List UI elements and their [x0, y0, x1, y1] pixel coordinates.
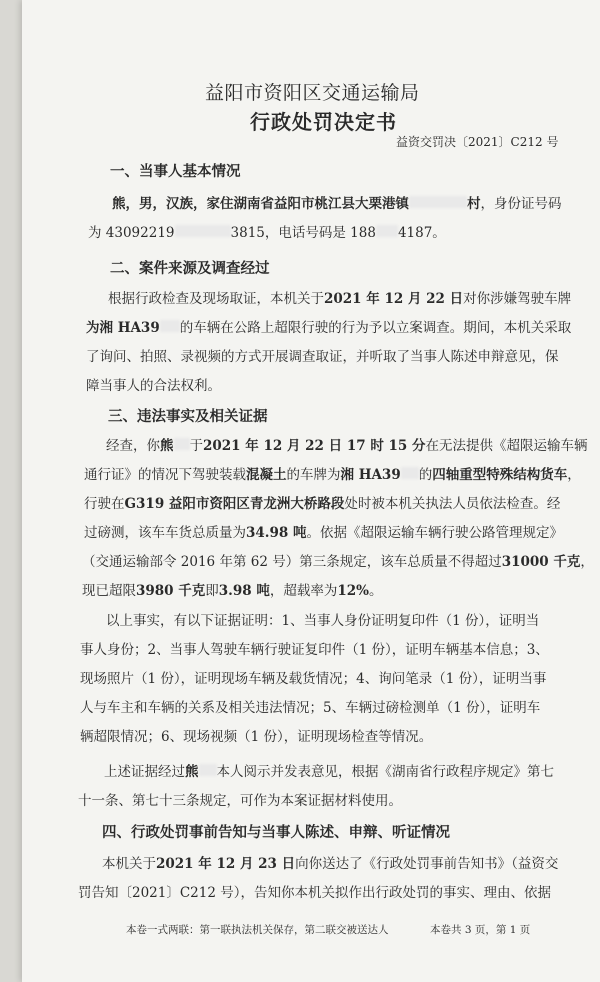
- redaction: [401, 467, 419, 479]
- text: 根据行政检查及现场取证，本机关于: [108, 291, 324, 307]
- agency-name: 益阳市资阳区交通运输局: [205, 82, 420, 104]
- case-date: 2021 年 12 月 22 日: [324, 291, 464, 307]
- evidence-line-3: 现场照片（1 份），证明现场车辆及载货情况；4、询问笔录（1 份），证明当事: [80, 671, 547, 687]
- redaction: [174, 438, 190, 450]
- section-2-line-2: [86, 316, 571, 336]
- text: ，: [580, 554, 594, 570]
- id-suffix-phone-label: 3815，电话号码是 188: [230, 225, 376, 241]
- text: 通行证》的情况下驾驶装载: [84, 467, 246, 483]
- evidence-line-1: 以上事实，有以下证据证明：1、当事人身份证明复印件（1 份），证明当: [106, 613, 540, 629]
- section-2-title: 二、案件来源及调查经过: [110, 260, 270, 277]
- party-surname: 熊: [112, 196, 126, 212]
- redaction: [199, 764, 217, 776]
- text: 本机关于: [102, 856, 156, 872]
- vehicle-type: 四轴重型特殊结构货车: [432, 467, 568, 483]
- text: 现已超限: [82, 583, 136, 599]
- document-number: 益资交罚决〔2021〕C212 号: [396, 135, 559, 149]
- section-1-title: 一、当事人基本情况: [110, 163, 241, 180]
- section-3-line-2: [84, 463, 581, 483]
- id-label: ，身份证号码: [480, 196, 562, 212]
- gross-weight: 34.98 吨: [246, 525, 307, 541]
- section-2-line-1: [108, 287, 571, 307]
- party-address: 湖南省益阳市桃江县大栗港镇: [233, 196, 409, 212]
- document-title: 行政处罚决定书: [250, 110, 397, 134]
- section-4-title: 四、行政处罚事前告知与当事人陈述、申辩、听证情况: [102, 824, 450, 841]
- evidence-line-4: 人与车主和车辆的关系及相关违法情况；5、车辆过磅检测单（1 份），证明车: [80, 700, 541, 716]
- text: ，: [567, 467, 581, 483]
- text: 于: [189, 438, 203, 454]
- overweight-kg: 3980 千克: [136, 583, 206, 599]
- text: 本人阅示并发表意见，根据《湖南省行政程序规定》第七: [216, 764, 554, 780]
- evidence-line-5: 辆超限情况；6、现场视频（1 份），证明现场检查等情况。: [80, 729, 433, 745]
- text: 过磅测，该车车货总质量为: [84, 525, 246, 541]
- section-3-line-5: [82, 550, 594, 570]
- party-gender-ethnicity: ，男，汉族，家住: [125, 196, 234, 212]
- text: 。: [369, 583, 383, 599]
- text: ，超载率为: [269, 583, 338, 599]
- evidence-confirm-line-2: 十一条、第七十三条规定，可作为本案证据材料使用。: [78, 793, 402, 809]
- text: 经查，你: [106, 438, 160, 454]
- text: 向你送达了《行政处罚事前告知书》（益资交: [295, 856, 559, 872]
- section-3-line-4: [84, 521, 563, 541]
- redaction: [175, 225, 231, 237]
- phone-suffix: 4187。: [397, 225, 446, 241]
- evidence-confirm-line-1: [104, 760, 554, 780]
- evidence-line-2: 事人身份；2、当事人驾驶车辆行驶证复印件（1 份），证明车辆基本信息；3、: [80, 642, 549, 658]
- weight-limit: 31000 千克: [501, 554, 581, 570]
- party-surname: 熊: [185, 764, 199, 780]
- section-4-line-2: 罚告知〔2021〕C212 号），告知你本机关拟作出行政处罚的事实、理由、依据: [78, 885, 551, 901]
- violation-datetime: 2021 年 12 月 22 日 17 时 15 分: [203, 438, 426, 454]
- id-number-prefix: 为 43092219: [88, 225, 175, 241]
- text: 的: [418, 467, 433, 483]
- section-3-line-6: [82, 579, 383, 599]
- section-3-line-1: [106, 434, 588, 454]
- section-1-line-1: [112, 192, 562, 212]
- plate-number: 湘 HA39: [340, 467, 401, 483]
- footer-copies: 本卷一式两联：第一联执法机关保存，第二联交被送达人: [126, 924, 389, 936]
- text: 即: [205, 583, 219, 599]
- party-address-village: 村: [467, 196, 481, 212]
- section-3-line-3: [84, 492, 560, 512]
- section-4-line-1: [102, 852, 558, 872]
- text: 的车辆在公路上超限行驶的行为予以立案调查。期间，本机关采取: [179, 320, 572, 336]
- notice-date: 2021 年 12 月 23 日: [156, 856, 296, 872]
- text: 上述证据经过: [104, 764, 185, 780]
- footer-page-info: 本卷共 3 页，第 1 页: [430, 924, 531, 936]
- text: 行驶在: [84, 496, 125, 512]
- section-3-title: 三、违法事实及相关证据: [108, 408, 268, 425]
- plate-number: 为湘 HA39: [86, 320, 160, 336]
- overload-rate: 12%: [337, 583, 369, 599]
- overweight-ton: 3.98 吨: [218, 583, 270, 599]
- text: 在无法提供《超限运输车辆: [425, 438, 588, 454]
- road-section: G319 益阳市资阳区青龙洲大桥路段: [124, 496, 345, 512]
- redaction: [409, 196, 467, 208]
- document-page: [22, 0, 600, 982]
- section-2-line-4: 障当事人的合法权利。: [86, 378, 221, 394]
- cargo-type: 混凝土: [246, 467, 287, 483]
- text: 的车牌为: [286, 467, 341, 483]
- text: 。依据《超限运输车辆行驶公路管理规定》: [306, 525, 563, 541]
- redaction: [376, 225, 398, 237]
- redaction: [160, 320, 180, 332]
- text: 处时被本机关执法人员依法检查。经: [344, 496, 561, 512]
- text: （交通运输部令 2016 年第 62 号）第三条规定，该车总质量不得超过: [82, 554, 502, 570]
- text: 对你涉嫌驾驶车牌: [463, 291, 572, 307]
- section-1-line-2: [88, 221, 446, 241]
- section-2-line-3: 了询问、拍照、录视频的方式开展调查取证，并听取了当事人陈述申辩意见，保: [86, 349, 559, 365]
- party-surname: 熊: [160, 438, 174, 454]
